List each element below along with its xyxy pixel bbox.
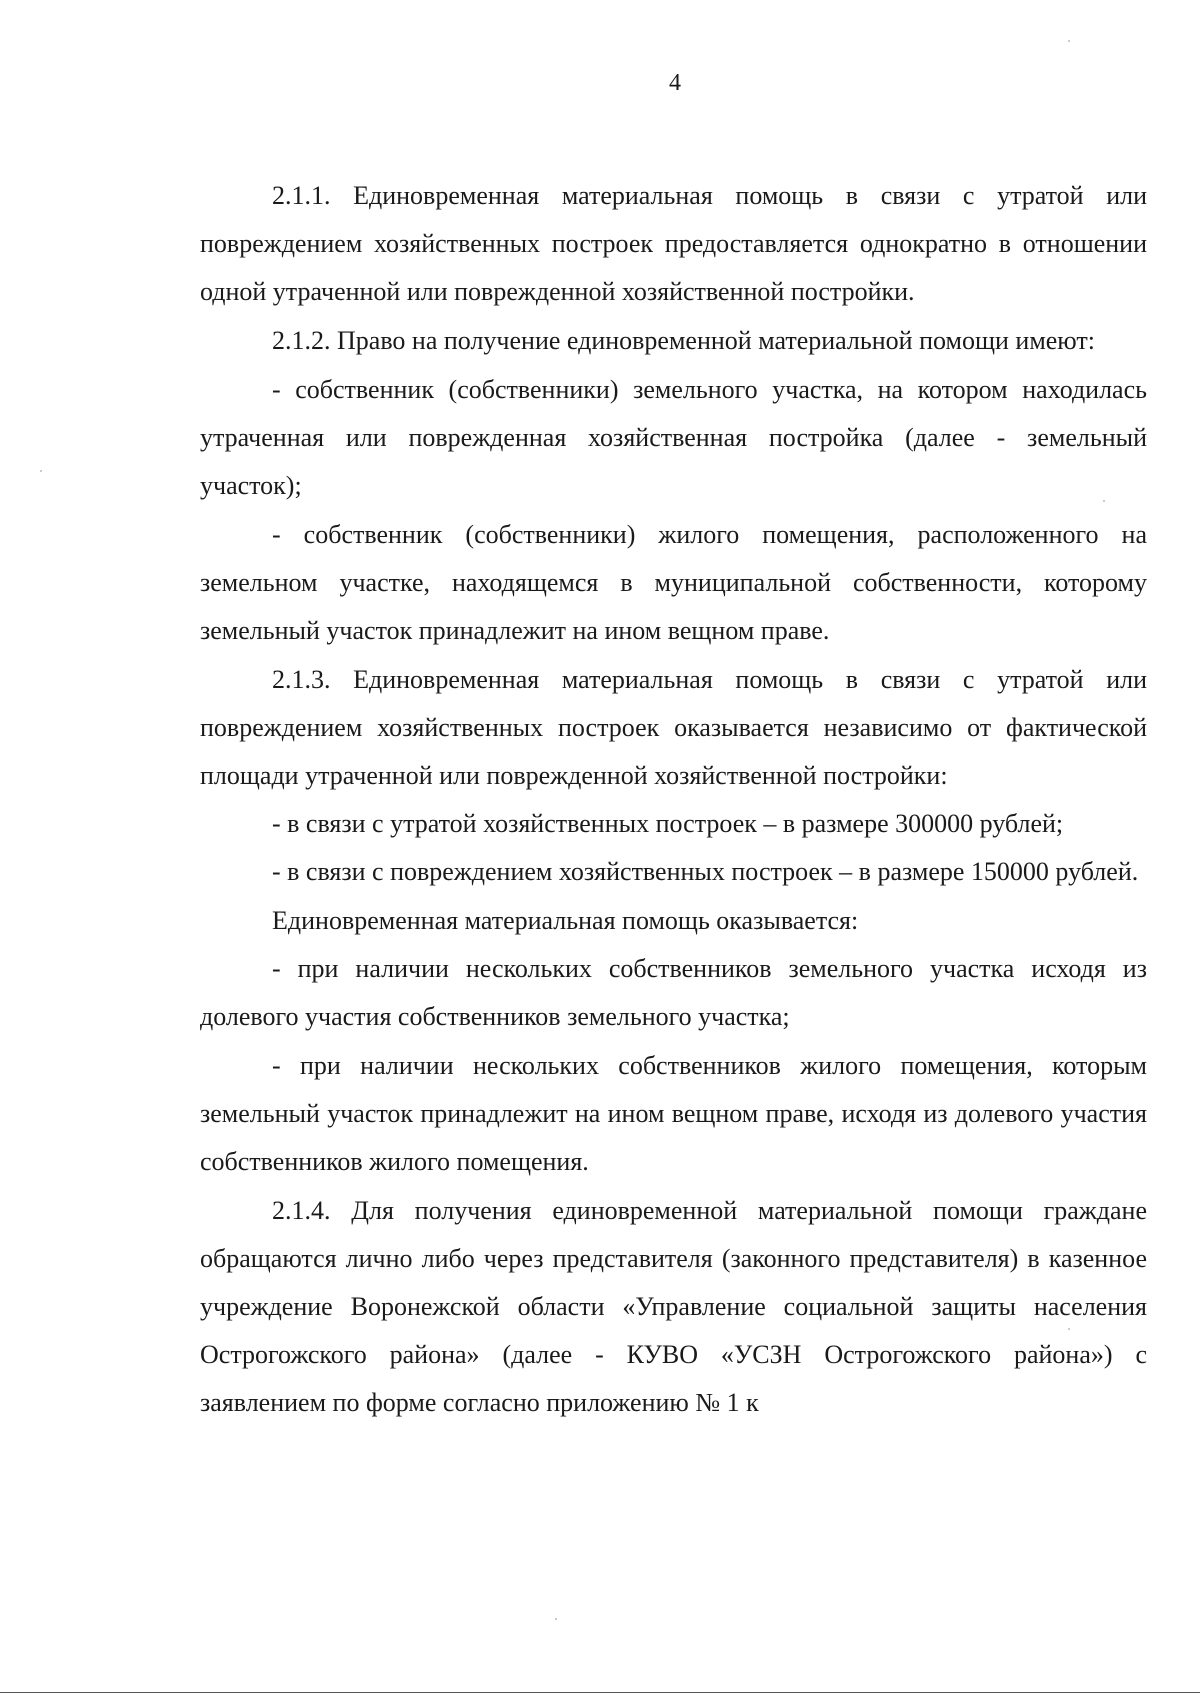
list-item-multiple-land-owners: - при наличии нескольких собственников земельного участка исходя из долевого участия собственников земельного участка; [200,954,1147,1031]
scan-artifact [1068,1328,1070,1330]
list-item-dwelling-owner: - собственник (собственники) жилого помещения, расположенного на земельном участке, находящемся в муниципальной собственности, которому земельный участок принадлежит на ином вещном праве. [200,520,1147,645]
paragraph-assistance-provided: Единовременная материальная помощь оказывается: [272,906,859,935]
scan-artifact [40,470,42,472]
page-bottom-edge [0,1692,1200,1693]
scan-artifact [555,1618,557,1620]
list-item-multiple-dwelling-owners: - при наличии нескольких собственников жилого помещения, которым земельный участок принадлежит на ином вещном праве, исходя из долевого участия собственников жилого помещения. [200,1051,1147,1176]
paragraph-2-1-4: 2.1.4. Для получения единовременной материальной помощи граждане обращаются лично либо через представителя (законного представителя) в казенное учреждение Воронежской области «Управление социальной защиты населения Острогожского района» (далее - КУВО «УСЗН Острогожского района») с заявлением по форме согласно приложению № 1 к [200,1196,1147,1417]
scan-artifact [1103,500,1105,502]
page-number: 4 [669,70,681,96]
document-body [200,172,1147,1427]
list-item-loss-amount: - в связи с утратой хозяйственных построек – в размере 300000 рублей; [272,809,1064,838]
paragraph-2-1-2: 2.1.2. Право на получение единовременной материальной помощи имеют: [272,326,1095,355]
paragraph-2-1-1: 2.1.1. Единовременная материальная помощь в связи с утратой или повреждением хозяйственных построек предоставляется однократно в отношении одной утраченной или поврежденной хозяйственной постройки. [200,181,1147,306]
list-item-land-owner: - собственник (собственники) земельного участка, на котором находилась утраченная или поврежденная хозяйственная постройка (далее - земельный участок); [200,375,1147,500]
paragraph-2-1-3: 2.1.3. Единовременная материальная помощь в связи с утратой или повреждением хозяйственных построек оказывается независимо от фактической площади утраченной или поврежденной хозяйственной постройки: [200,665,1147,790]
list-item-damage-amount: - в связи с повреждением хозяйственных построек – в размере 150000 рублей. [272,857,1139,886]
scan-artifact [1068,40,1070,42]
